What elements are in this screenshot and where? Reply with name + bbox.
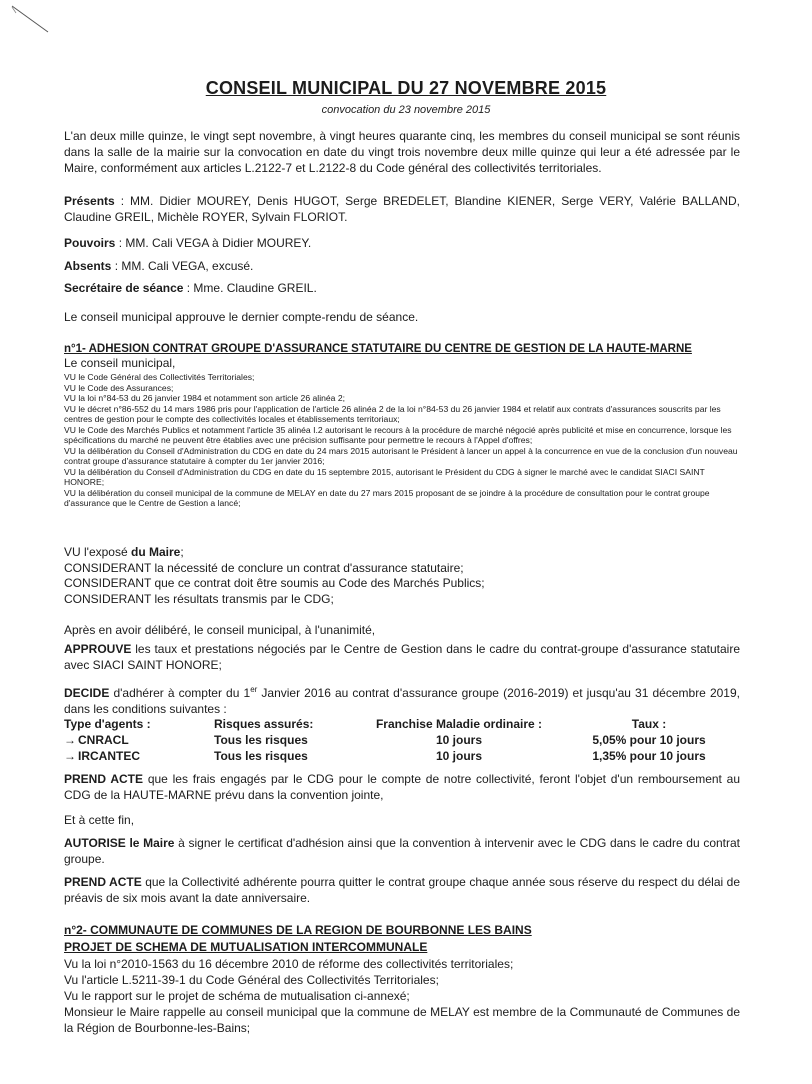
approval-line: Le conseil municipal approuve le dernier compte-rendu de séance. bbox=[64, 310, 419, 324]
prend-acte1-text: que les frais engagés par le CDG pour le compte de notre collectivité, feront l'objet d'un remboursement au CDG de la HAUTE-MARNE prévu dans la convention jointe, bbox=[64, 772, 741, 802]
expose-bold: du Maire bbox=[131, 545, 181, 559]
item2-line: Vu le rapport sur le projet de schéma de mutualisation ci-annexé; bbox=[64, 989, 410, 1003]
autorise-label: AUTORISE bbox=[64, 836, 126, 850]
table-header-row bbox=[64, 716, 744, 732]
table-cell: 5,05% pour 10 jours bbox=[592, 733, 706, 747]
presents-label: Présents bbox=[64, 194, 115, 208]
vu-item: VU le Code Général des Collectivités Territoriales; bbox=[64, 372, 255, 382]
pouvoirs-label: Pouvoirs bbox=[64, 236, 116, 250]
expose-suffix: ; bbox=[180, 545, 184, 559]
prend-acte1-paragraph bbox=[64, 771, 740, 803]
absents-label: Absents bbox=[64, 259, 112, 273]
vu-item: VU la délibération du Conseil d'Administration du CDG en date du 15 septembre 2015, autorisant le Président du CDG à signer le marché avec le candidat SIACI SAINT HONORE; bbox=[64, 466, 705, 487]
scan-mark-icon bbox=[10, 4, 50, 34]
vu-list bbox=[64, 372, 740, 509]
item2-line: Vu l'article L.5211-39-1 du Code Général des Collectivités Territoriales; bbox=[64, 973, 439, 987]
decide-paragraph bbox=[64, 682, 740, 717]
approuve-label: APPROUVE bbox=[64, 642, 132, 656]
vu-item: VU la délibération du Conseil d'Administration du CDG en date du 24 mars 2015 autorisant le Président à lancer un appel à la concurrence en vue de la conclusion d'un nouveau contrat groupe d'assurance statutaire à compter du 1er janvier 2016; bbox=[64, 445, 738, 466]
secretaire-label: Secrétaire de séance bbox=[64, 281, 184, 295]
expose-prefix: VU l'exposé bbox=[64, 545, 128, 559]
secretaire-line bbox=[64, 280, 740, 296]
considerant-item: CONSIDERANT la nécessité de conclure un contrat d'assurance statutaire; bbox=[64, 560, 464, 575]
table-cell: 10 jours bbox=[435, 749, 483, 763]
item1-heading: n°1- ADHESION CONTRAT GROUPE D'ASSURANCE STATUTAIRE DU CENTRE DE GESTION DE LA HAUTE-MARNE bbox=[64, 343, 692, 355]
vu-item: VU le Code des Marchés Publics et notamment l'article 35 alinéa I.2 autorisant le recours à la procédure de marché négocié après publicité et mise en concurrence, lorsque les spécifications du marché ne peuvent être établies avec une précision suffisante pour permettre le recours à l'Appel d'offres; bbox=[64, 424, 732, 445]
et-a-cette-fin-line: Et à cette fin, bbox=[64, 813, 135, 827]
absents-text: : MM. Cali VEGA, excusé. bbox=[114, 259, 254, 273]
absents-line bbox=[64, 258, 740, 274]
page-title: CONSEIL MUNICIPAL DU 27 NOVEMBRE 2015 bbox=[205, 78, 607, 98]
intro-paragraph: L'an deux mille quinze, le vingt sept novembre, à vingt heures quarante cinq, les membres du conseil municipal se sont réunis dans la salle de la mairie sur la convocation en date du vingt trois novembre deux mille quinze qui leur a été adressée par le Maire, conformément aux articles L.2122-7 et L.2122-8 du Code général des collectivités territoriales. bbox=[64, 129, 740, 175]
prend-acte2-label: PREND ACTE bbox=[64, 875, 142, 889]
arrow-right-icon: → bbox=[64, 749, 76, 763]
table-cell: 1,35% pour 10 jours bbox=[592, 749, 706, 763]
considerant-item: CONSIDERANT les résultats transmis par le CDG; bbox=[64, 591, 334, 606]
presents-text: : MM. Didier MOUREY, Denis HUGOT, Serge BREDELET, Blandine KIENER, Serge VERY, Valérie BALLAND, Claudine GREIL, Michèle ROYER, Sylvain FLORIOT. bbox=[64, 194, 740, 224]
table-cell: Tous les risques bbox=[214, 749, 308, 763]
expose-line bbox=[64, 545, 740, 561]
considerant-block bbox=[64, 545, 740, 607]
table-header-cell: Risques assurés: bbox=[214, 717, 314, 731]
agent-type: IRCANTEC bbox=[78, 749, 140, 763]
decide-text-b: Janvier 2016 au contrat d'assurance groupe (2016-2019) et jusqu'au 31 décembre 2019, dans les conditions suivantes : bbox=[64, 686, 740, 716]
prend-acte2-paragraph bbox=[64, 874, 740, 906]
vu-item: VU la loi n°84-53 du 26 janvier 1984 et notamment son article 26 alinéa 2; bbox=[64, 393, 345, 403]
table-header-cell: Franchise Maladie ordinaire : bbox=[375, 717, 543, 731]
decide-sup: er bbox=[250, 685, 258, 694]
autorise-paragraph bbox=[64, 835, 740, 867]
conditions-table bbox=[64, 716, 744, 764]
table-row bbox=[64, 732, 744, 748]
secretaire-text: : Mme. Claudine GREIL. bbox=[186, 281, 317, 295]
vu-item: VU la délibération du conseil municipal de la commune de MELAY en date du 27 mars 2015 proposant de se joindre à la procédure de consultation pour le contrat groupe d'assurance que le Centre de Gestion a lancé; bbox=[64, 487, 710, 508]
vu-item: VU le Code des Assurances; bbox=[64, 382, 174, 393]
table-cell: 10 jours bbox=[435, 733, 483, 747]
prend-acte1-label: PREND ACTE bbox=[64, 772, 144, 786]
item2-body bbox=[64, 956, 740, 1036]
approuve-text: les taux et prestations négociés par le Centre de Gestion dans le cadre du contrat-groupe d'assurance statutaire avec SIACI SAINT HONORE; bbox=[64, 642, 740, 672]
autorise-text: à signer le certificat d'adhésion ainsi que la convention à intervenir avec le CDG dans le cadre du contrat groupe. bbox=[64, 836, 741, 866]
agent-type-cell bbox=[64, 748, 214, 764]
item2-line: Monsieur le Maire rappelle au conseil municipal que la commune de MELAY est membre de la Communauté de Communes de la Région de Bourbonne-les-Bains; bbox=[64, 1005, 740, 1035]
table-cell: Tous les risques bbox=[214, 733, 308, 747]
presents-paragraph bbox=[64, 193, 740, 225]
item2-heading: n°2- COMMUNAUTE DE COMMUNES DE LA REGION DE BOURBONNE LES BAINS bbox=[64, 923, 532, 937]
autorise-bold2: le Maire bbox=[129, 836, 175, 850]
agent-type: CNRACL bbox=[78, 733, 129, 747]
pouvoirs-text: : MM. Cali VEGA à Didier MOUREY. bbox=[118, 236, 312, 250]
item2-line: Vu la loi n°2010-1563 du 16 décembre 2010 de réforme des collectivités territoriales; bbox=[64, 957, 514, 971]
decide-text-a: d'adhérer à compter du 1 bbox=[113, 686, 251, 700]
vu-item: VU le décret n°86-552 du 14 mars 1986 pris pour l'application de l'article 26 alinéa 2 de la loi n°84-53 du 26 janvier 1984 et relatif aux contrats d'assurances souscrits par les centres de gestion pour le compte des collectivités locales et établissements territoriaux; bbox=[64, 403, 721, 424]
item1-opening: Le conseil municipal, bbox=[64, 356, 176, 370]
prend-acte2-text: que la Collectivité adhérente pourra quitter le contrat groupe chaque année sous réserve du respect du délai de préavis de six mois avant la date anniversaire. bbox=[64, 875, 740, 905]
deliberation-line: Après en avoir délibéré, le conseil municipal, à l'unanimité, bbox=[64, 623, 376, 637]
agent-type-cell bbox=[64, 732, 214, 748]
table-header-cell: Type d'agents : bbox=[64, 717, 151, 731]
page-subtitle: convocation du 23 novembre 2015 bbox=[321, 104, 491, 116]
approuve-paragraph bbox=[64, 641, 740, 673]
item2-subheading: PROJET DE SCHEMA DE MUTUALISATION INTERCOMMUNALE bbox=[64, 940, 428, 954]
decide-label: DECIDE bbox=[64, 686, 110, 700]
table-header-cell: Taux : bbox=[631, 717, 667, 731]
arrow-right-icon: → bbox=[64, 733, 76, 747]
table-row bbox=[64, 748, 744, 764]
pouvoirs-line bbox=[64, 235, 740, 251]
considerant-item: CONSIDERANT que ce contrat doit être soumis au Code des Marchés Publics; bbox=[64, 576, 485, 590]
